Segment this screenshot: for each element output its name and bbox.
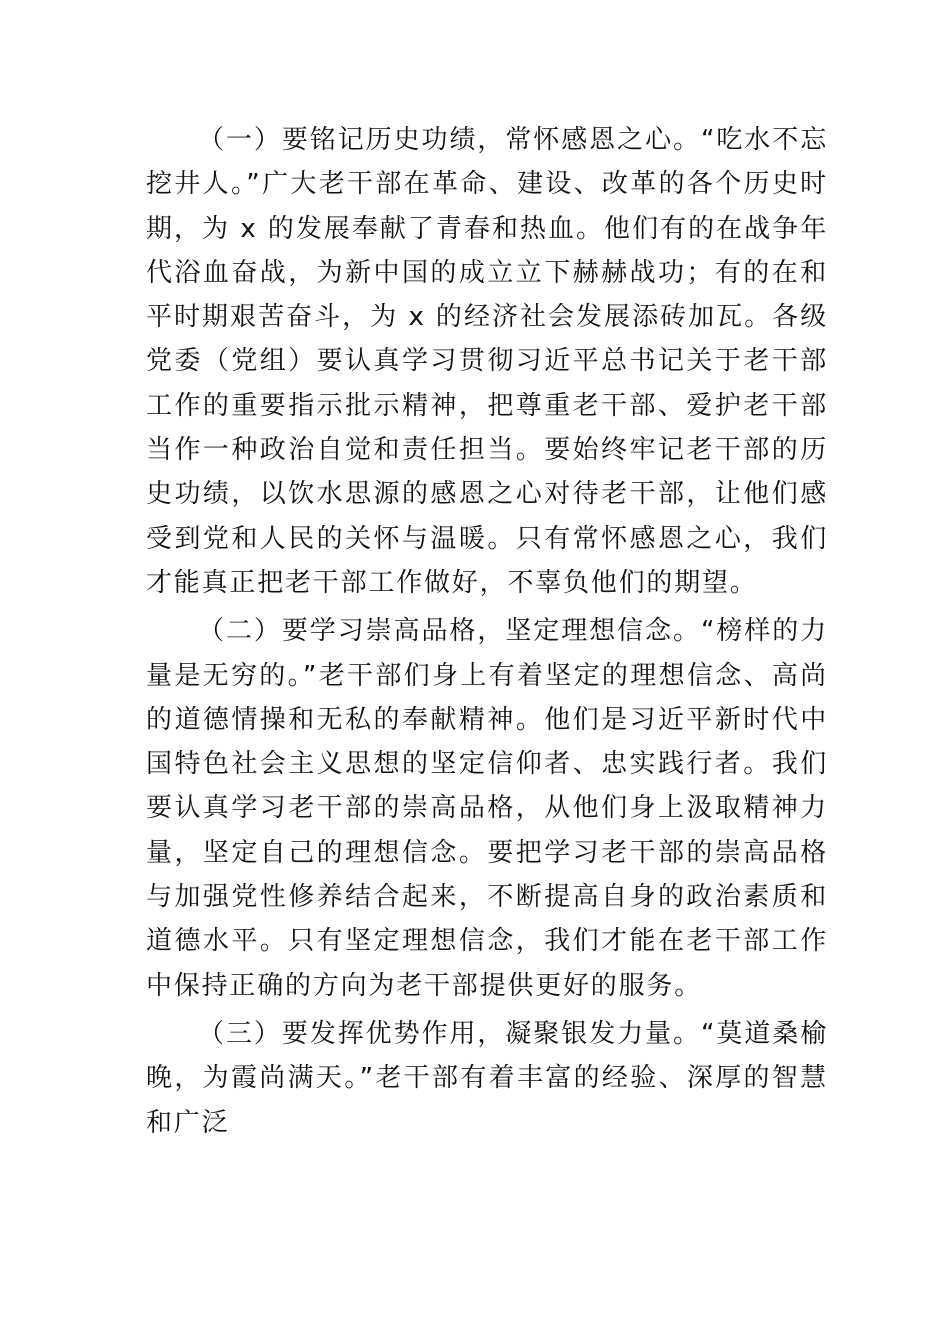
paragraph-2: （二）要学习崇高品格，坚定理想信念。“榜样的力量是无穷的。”老干部们身上有着坚定的理想信念、高尚的道德情操和无私的奉献精神。他们是习近平新时代中国特色社会主义思想的坚定信仰者、忠实践行者。我们要认真学习老干部的崇高品格，从他们身上汲取精神力量，坚定自己的理想信念。要把学习老干部的崇高品格与加强党性修养结合起来，不断提高自身的政治素质和道德水平。只有坚定理想信念，我们才能在老干部工作中保持正确的方向为老干部提供更好的服务。 <box>146 616 828 1001</box>
paragraph-1: （一）要铭记历史功绩，常怀感恩之心。“吃水不忘挖井人。”广大老干部在革命、建设、改革的各个历史时期，为 x 的发展奉献了青春和热血。他们有的在战争年代浴血奋战，为新中国的成立立下赫赫战功；有的在和平时期艰苦奋斗，为 x 的经济社会发展添砖加瓦。各级党委（党组）要认真学习贯彻习近平总书记关于老干部工作的重要指示批示精神，把尊重老干部、爱护老干部当作一种政治自觉和责任担当。要始终牢记老干部的历史功绩，以饮水思源的感恩之心对待老干部，让他们感受到党和人民的关怀与温暖。只有常怀感恩之心，我们才能真正把老干部工作做好，不辜负他们的期望。 <box>146 125 828 598</box>
document-body <box>146 118 828 1149</box>
paragraph-3: （三）要发挥优势作用，凝聚银发力量。“莫道桑榆晚，为霞尚满天。”老干部有着丰富的经验、深厚的智慧和广泛 <box>146 1018 828 1138</box>
